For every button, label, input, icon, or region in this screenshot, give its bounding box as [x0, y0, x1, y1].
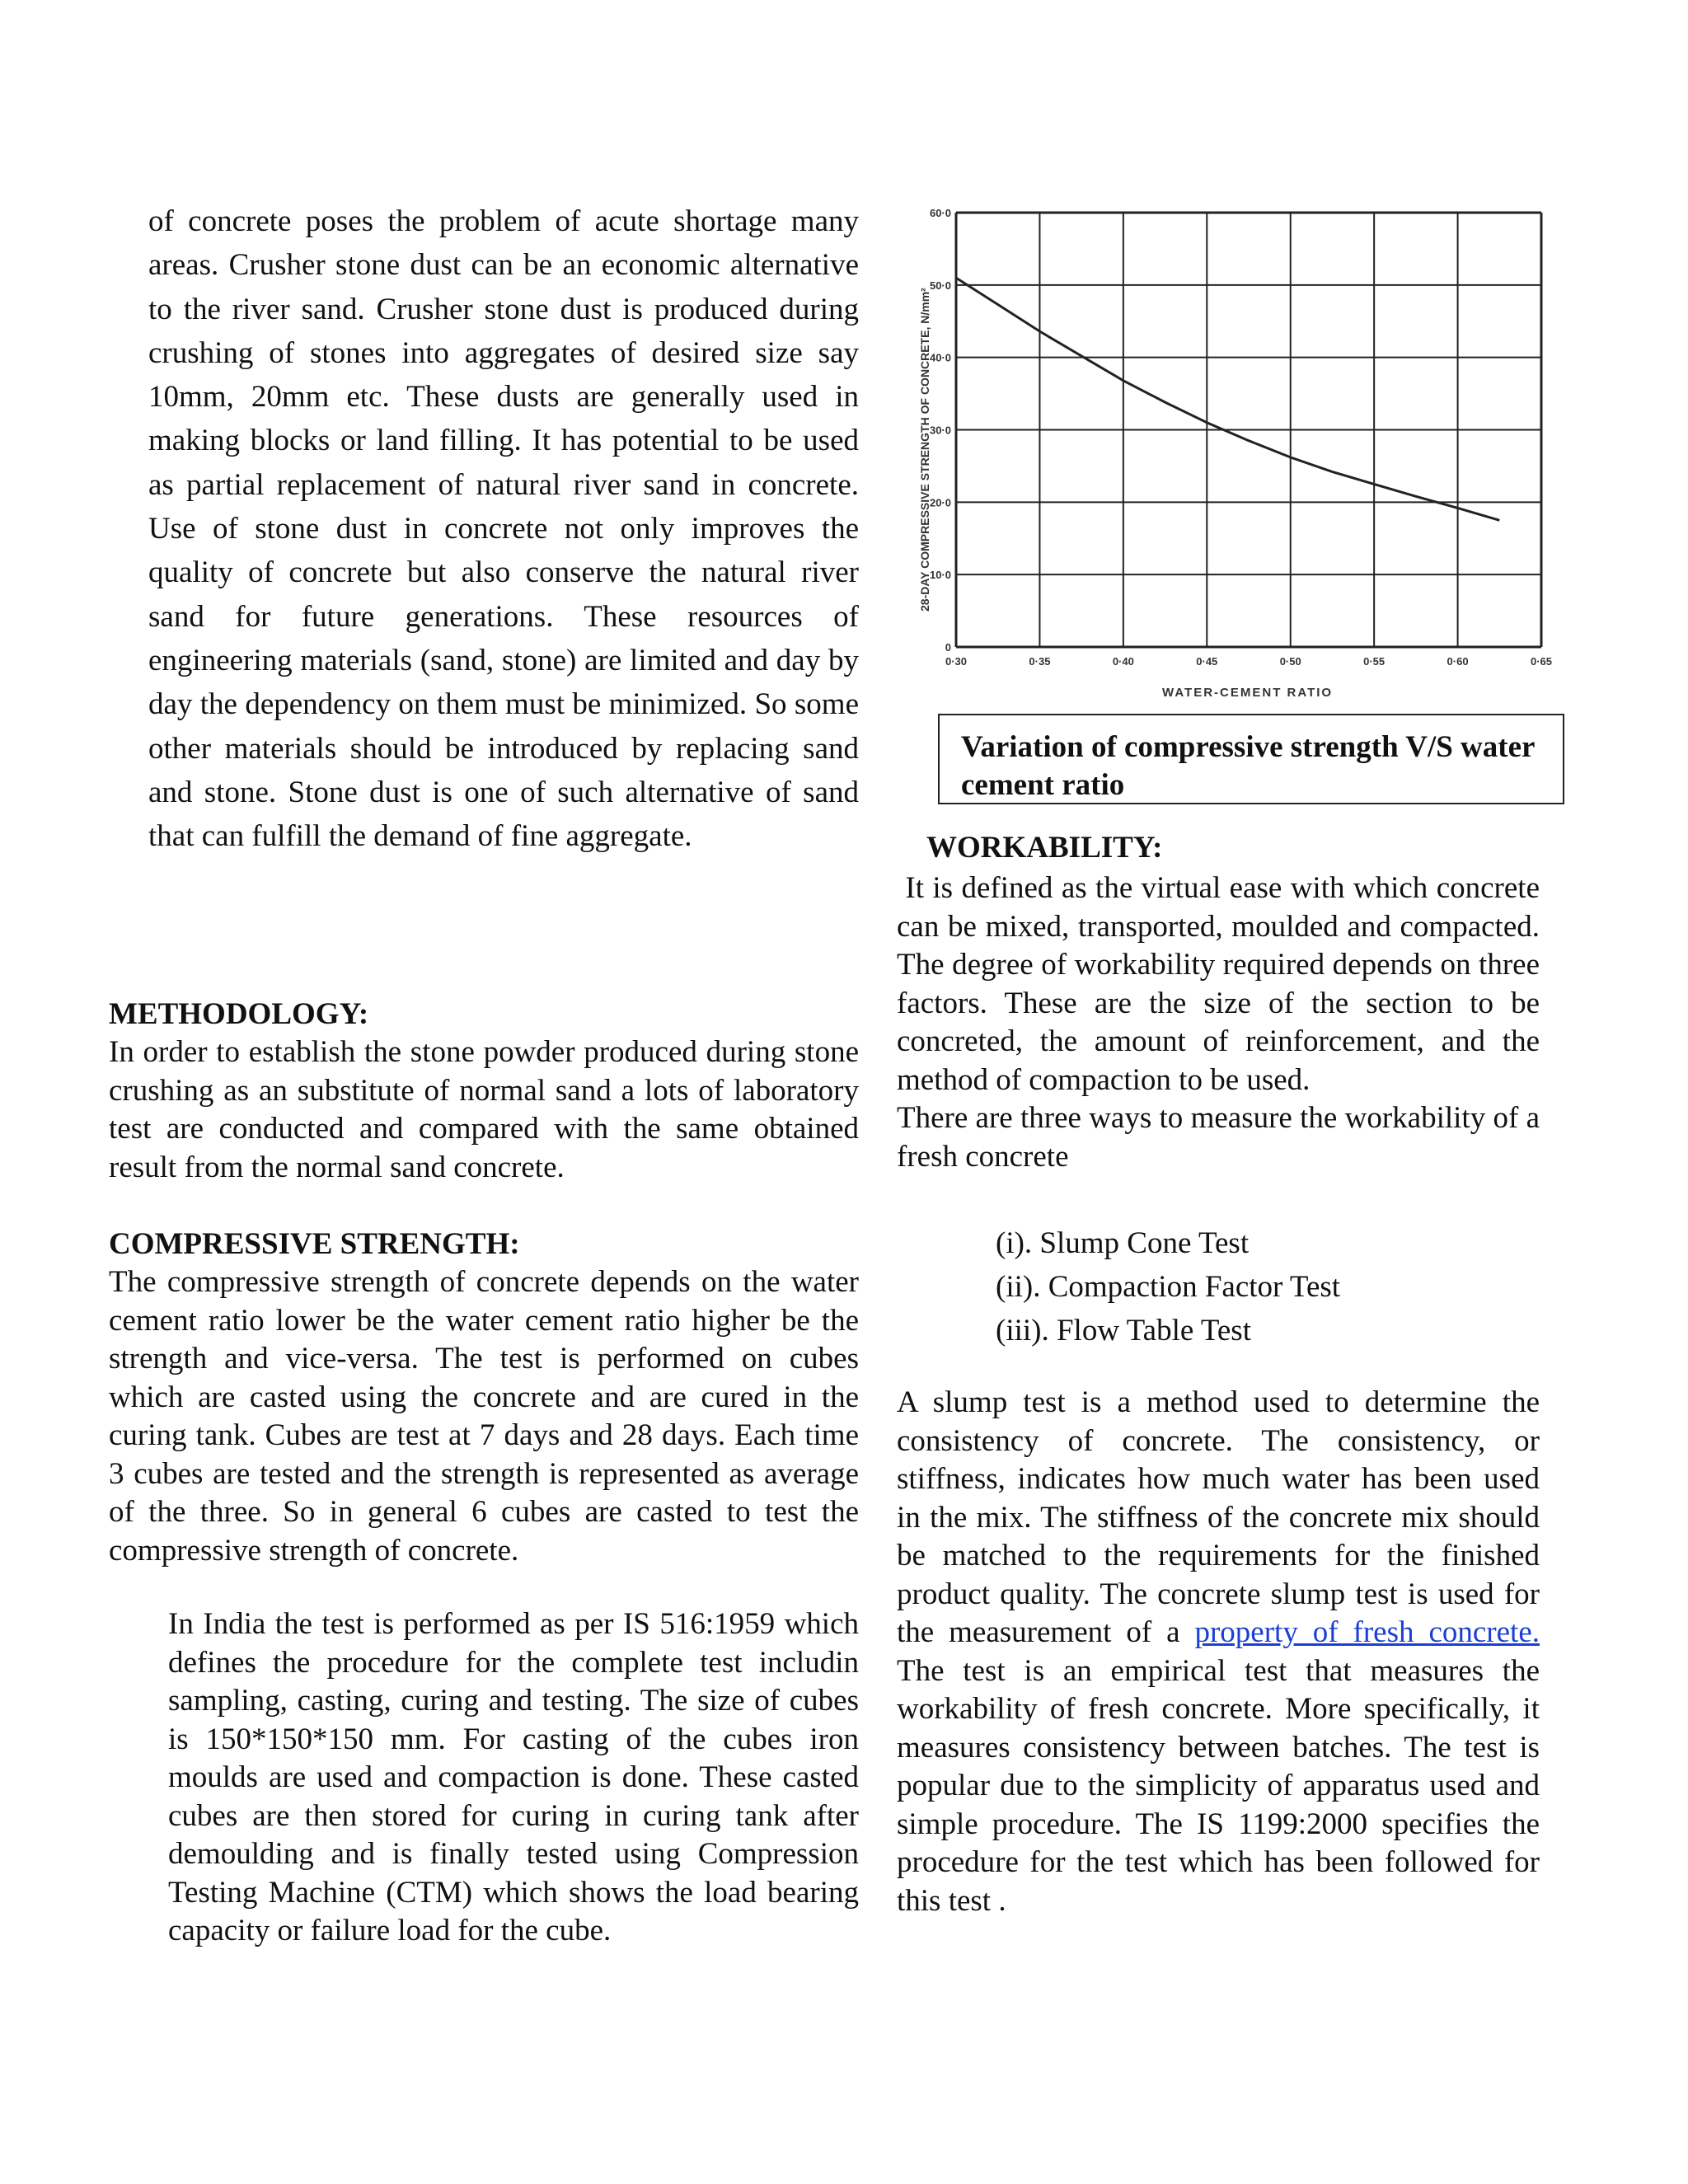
y-tick-label: 20·0 [929, 496, 951, 509]
figure-caption: Variation of compressive strength V/S water cement ratio [961, 730, 1535, 802]
y-axis-label: 28-DAY COMPRESSIVE STRENGTH OF CONCRETE, N/mm² [918, 288, 931, 612]
x-tick-label: 0·45 [1196, 655, 1218, 668]
methodology-text: In order to establish the stone powder produced during stone crushing as an substitute of normal sand a lots of laboratory test are conducted and compared with the same obtained result from the normal sand concrete. [109, 1035, 859, 1184]
x-tick-label: 0·50 [1279, 655, 1301, 668]
x-tick-label: 0·30 [945, 655, 968, 668]
test-item-slump-cone: (i). Slump Cone Test [996, 1226, 1250, 1260]
india-paragraph: In India the test is performed as per IS 516:1959 which defines the procedure for the complete test includin sampling, casting, curing and testing. The size of cubes is 150*150*150 mm. For casting of the cubes iron moulds are used and compaction is done. These casted cubes are then stored for curing in curing tank after demoulding and is finally tested using Compression Testing Machine (CTM) which shows the load bearing capacity or failure load for the cube. [168, 1607, 859, 1947]
y-tick-label: 50·0 [929, 279, 951, 292]
y-tick-label: 40·0 [929, 351, 951, 364]
test-item-flow-table: (iii). Flow Table Test [996, 1314, 1251, 1347]
x-tick-label: 0·40 [1112, 655, 1134, 668]
measure-ways-text: There are three ways to measure the workability of a fresh concrete [897, 1101, 1540, 1174]
y-tick-label: 10·0 [929, 569, 951, 582]
india-paragraph-block [168, 1605, 859, 1951]
methodology-section [109, 996, 859, 1187]
intro-paragraph: of concrete poses the problem of acute shortage many areas. Crusher stone dust can be an economic alternative to the river sand. Crusher stone dust is produced during crushing of stones into aggregates of desired size say 10mm, 20mm etc. These dusts are generally used in making blocks or land filling. It has potential to be used as partial replacement of natural river sand in concrete. Use of stone dust in concrete not only improves the quality of concrete but also conserve the natural river sand for future generations. These resources of engineering materials (sand, stone) are limited and day by day the dependency on them must be minimized. So some other materials should be introduced by replacing sand and stone. Stone dust is one of such alternative of sand that can fulfill the demand of fine aggregate. [148, 204, 859, 854]
property-of-fresh-concrete-link[interactable]: property of fresh concrete. [1194, 1615, 1540, 1649]
x-tick-label: 0·35 [1029, 655, 1051, 668]
intro-paragraph-block [148, 199, 859, 858]
compressive-strength-heading: COMPRESSIVE STRENGTH: [109, 1227, 520, 1261]
y-tick-label: 0 [945, 641, 951, 654]
x-axis-label: WATER-CEMENT RATIO [1162, 686, 1334, 700]
x-tick-label: 0·65 [1530, 655, 1553, 668]
figure-caption-box [938, 714, 1564, 804]
test-item-compaction-factor: (ii). Compaction Factor Test [996, 1270, 1341, 1304]
methodology-heading: METHODOLOGY: [109, 997, 369, 1031]
workability-heading: WORKABILITY: [926, 831, 1163, 865]
compressive-strength-section [109, 1226, 859, 1570]
workability-heading-block [926, 829, 1569, 867]
x-tick-label: 0·55 [1363, 655, 1386, 668]
workability-tests-list [996, 1221, 1573, 1352]
strength-vs-wc-ratio-chart [898, 198, 1574, 709]
slump-test-section [897, 1384, 1540, 1920]
slump-text-after: The test is an empirical test that measures the workability of fresh concrete. More specifically, it measures consistency between batches. The test is popular due to the simplicity of apparatus used and simple procedure. The IS 1199:2000 specifies the procedure for the test which has been followed for this test . [897, 1653, 1540, 1918]
slump-test-paragraph [897, 1384, 1540, 1920]
y-tick-label: 30·0 [929, 424, 951, 437]
workability-text: It is defined as the virtual ease with which concrete can be mixed, transported, moulded and compacted. The degree of workability required depends on three factors. These are the size of the section to be concreted, the amount of reinforcement, and the method of compaction to be used. [897, 871, 1548, 1097]
chart-grid [956, 213, 1541, 647]
slump-text-before: A slump test is a method used to determine the consistency of concrete. The consistency, or stiffness, indicates how much water has been used in the mix. The stiffness of the concrete mix should be matched to the requirements for the finished product quality. The concrete slump test is used for the measurement of a [897, 1385, 1540, 1649]
compressive-strength-text: The compressive strength of concrete depends on the water cement ratio lower be the water cement ratio higher be the strength and vice-versa. The test is performed on cubes which are casted using the concrete and are cured in the curing tank. Cubes are test at 7 days and 28 days. Each time 3 cubes are tested and the strength is represented as average of the three. So in general 6 cubes are casted to test the compressive strength of concrete. [109, 1265, 859, 1568]
workability-section [897, 869, 1548, 1176]
x-tick-label: 0·60 [1447, 655, 1469, 668]
y-tick-label: 60·0 [929, 207, 951, 219]
strength-curve [956, 278, 1499, 520]
